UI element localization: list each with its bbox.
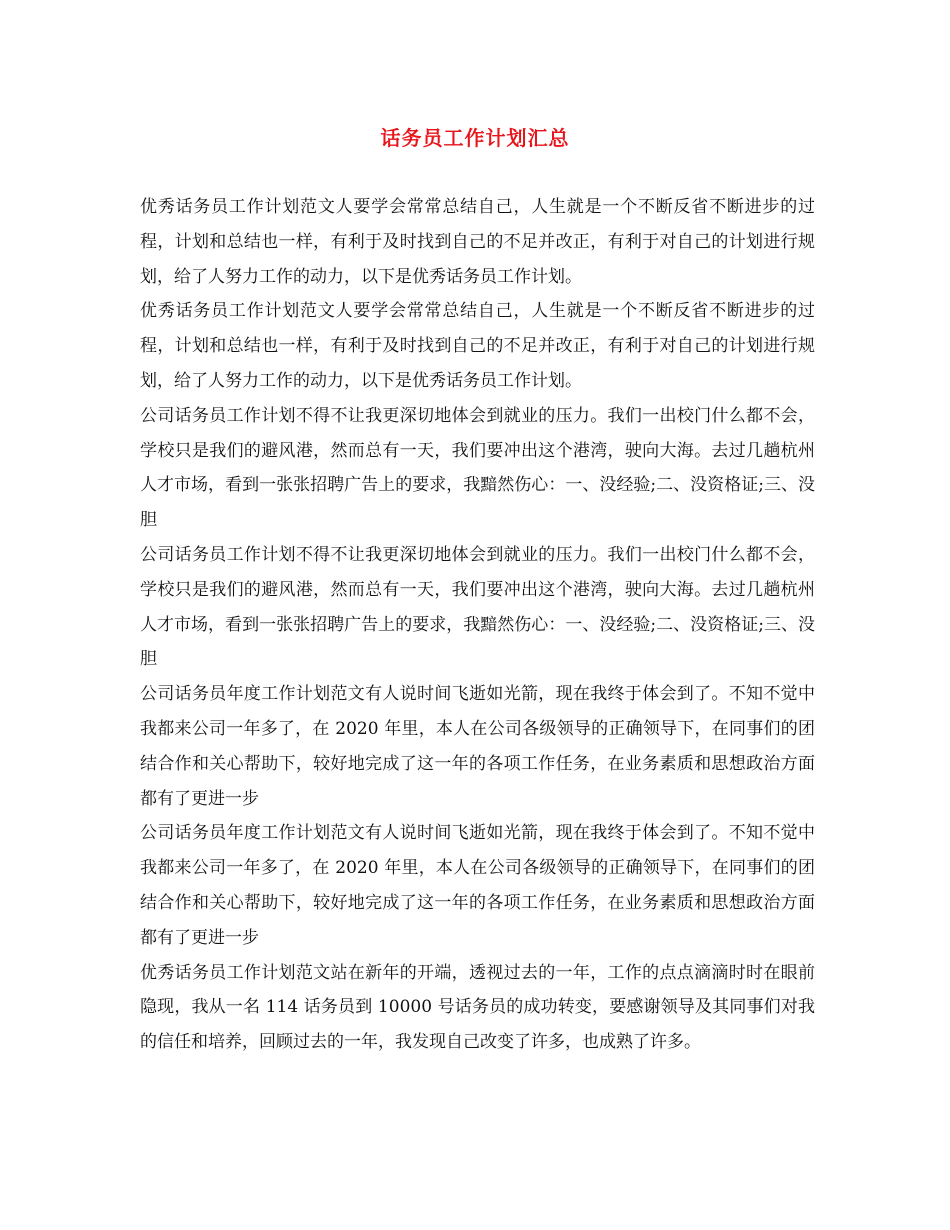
paragraph: 优秀话务员工作计划范文人要学会常常总结自己，人生就是一个不断反省不断进步的过程，计划和总结也一样，有利于及时找到自己的不足并改正，有利于对自己的计划进行规划，给了人努力工作的动力，以下是优秀话务员工作计划。	[140, 197, 815, 287]
document-title: 话务员工作计划汇总	[380, 126, 570, 150]
paragraph: 公司话务员年度工作计划范文有人说时间飞逝如光箭，现在我终于体会到了。不知不觉中我都来公司一年多了，在 2020 年里，本人在公司各级领导的正确领导下，在同事们的团结合作和关心帮助下，较好地完成了这一年的各项工作任务，在业务素质和思想政治方面都有了更进一步	[140, 684, 815, 809]
paragraph: 公司话务员工作计划不得不让我更深切地体会到就业的压力。我们一出校门什么都不会，学校只是我们的避风港，然而总有一天，我们要冲出这个港湾，驶向大海。去过几趟杭州人才市场，看到一张张招聘广告上的要求，我黯然伤心：一、没经验;二、没资格证;三、没胆	[140, 544, 815, 670]
paragraph: 公司话务员年度工作计划范文有人说时间飞逝如光箭，现在我终于体会到了。不知不觉中我都来公司一年多了，在 2020 年里，本人在公司各级领导的正确领导下，在同事们的团结合作和关心帮助下，较好地完成了这一年的各项工作任务，在业务素质和思想政治方面都有了更进一步	[140, 823, 815, 948]
paragraph: 公司话务员工作计划不得不让我更深切地体会到就业的压力。我们一出校门什么都不会，学校只是我们的避风港，然而总有一天，我们要冲出这个港湾，驶向大海。去过几趟杭州人才市场，看到一张张招聘广告上的要求，我黯然伤心：一、没经验;二、没资格证;三、没胆	[140, 405, 815, 531]
document-body	[140, 190, 815, 1060]
paragraph: 优秀话务员工作计划范文站在新年的开端，透视过去的一年，工作的点点滴滴时时在眼前隐现，我从一名 114 话务员到 10000 号话务员的成功转变，要感谢领导及其同事们对我的信任和培养，回顾过去的一年，我发现自己改变了许多，也成熟了许多。	[140, 962, 815, 1053]
paragraph: 优秀话务员工作计划范文人要学会常常总结自己，人生就是一个不断反省不断进步的过程，计划和总结也一样，有利于及时找到自己的不足并改正，有利于对自己的计划进行规划，给了人努力工作的动力，以下是优秀话务员工作计划。	[140, 301, 815, 391]
